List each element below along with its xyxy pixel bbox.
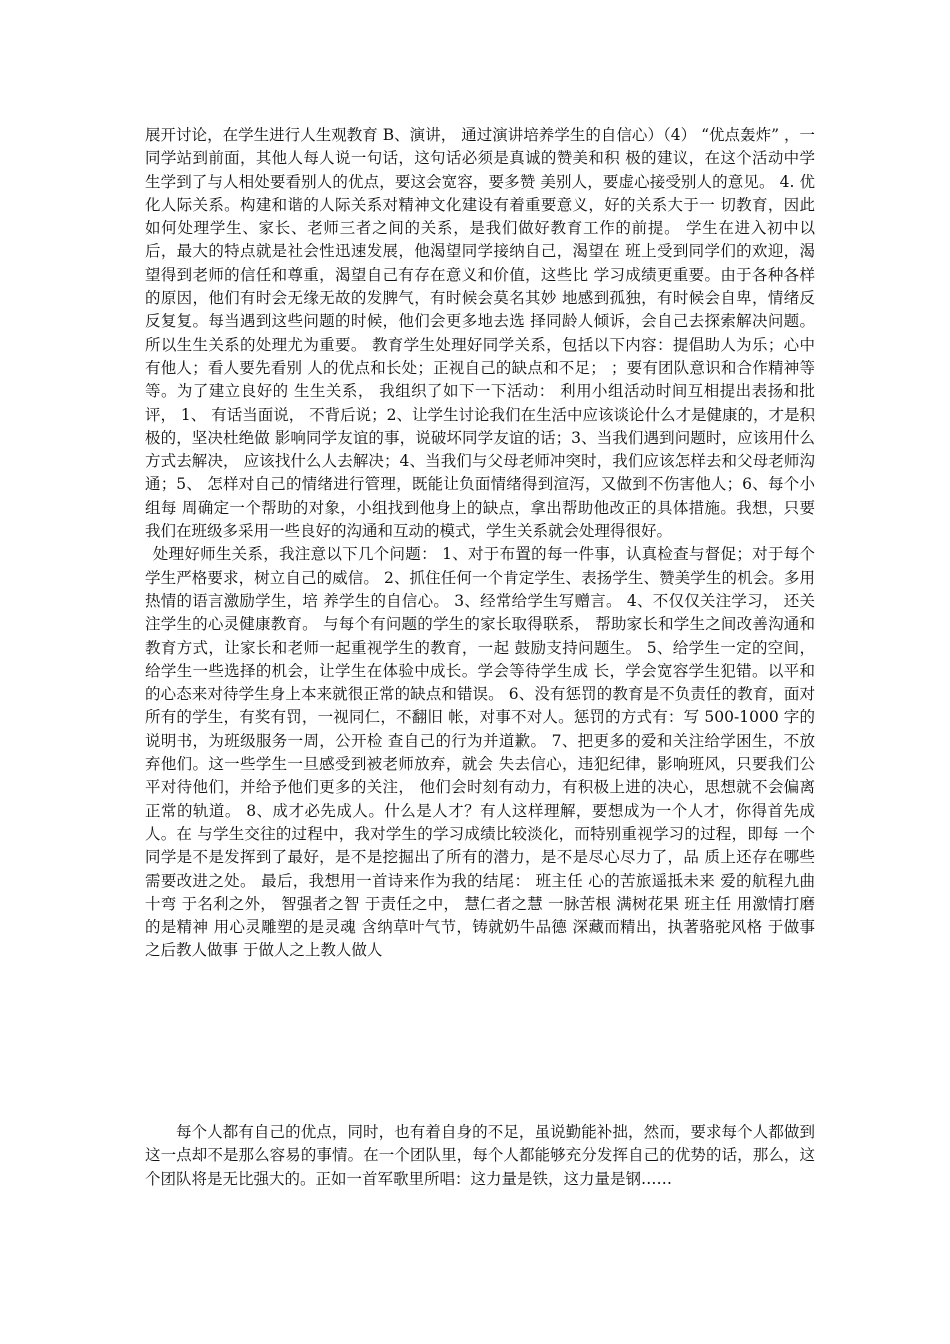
- paragraph-interpersonal-relations: 展开讨论，在学生进行人生观教育 B、演讲， 通过演讲培养学生的自信心）（4） “优点轰炸” ，一同学站到前面，其他人每人说一句话，这句话必须是真诚的赞美和积 极的建议，在这个活动中学生学到了与人相处要看别人的优点，要这会宽容，要多赞 美别人，要虚心接受别人的意见。 4. 优化人际关系。构建和谐的人际关系对精神文化建设有着重要意义，好的关系大于一 切教育，因此如何处理学生、家长、老师三者之间的关系，是我们做好教育工作的前提。 学生在进入初中以后，最大的特点就是社会性迅速发展，他渴望同学接纳自己，渴望在 班上受到同学们的欢迎，渴望得到老师的信任和尊重，渴望自己有存在意义和价值，这些比 学习成绩更重要。由于各种各样的原因，他们有时会无缘无故的发脾气，有时候会莫名其妙 地感到孤独，有时候会自卑，情绪反反复复。每当遇到这些问题的时候，他们会更多地去选 择同龄人倾诉，会自己去探索解决问题。所以生生关系的处理尤为重要。 教育学生处理好同学关系，包括以下内容：提倡助人为乐；心中有他人；看人要先看别 人的优点和长处；正视自己的缺点和不足； ；要有团队意识和合作精神等等。为了建立良好的 生生关系， 我组织了如下一下活动： 利用小组活动时间互相提出表扬和批评， 1、 有话当面说， 不背后说；2、让学生讨论我们在生活中应该谈论什么才是健康的，才是积极的，坚决杜绝做 影响同学友谊的事，说破坏同学友谊的话；3、当我们遇到问题时，应该用什么方式去解决， 应该找什么人去解决；4、当我们与父母老师冲突时，我们应该怎样去和父母老师沟通；5、 怎样对自己的情绪进行管理，既能让负面情绪得到渲泻，又做到不伤害他人；6、每个小组每 周确定一个帮助的对象，小组找到他身上的缺点，拿出帮助他改正的具体措施。我想，只要 我们在班级多采用一些良好的沟通和互动的模式，学生关系就会处理得很好。: [145, 126, 816, 541]
- main-text-body: [145, 124, 815, 963]
- footer-text-body: [145, 1121, 815, 1191]
- paragraph-team-strengths: 每个人都有自己的优点，同时，也有着自身的不足，虽说勤能补拙，然而，要求每个人都做到这一点却不是那么容易的事情。在一个团队里，每个人都能够充分发挥自己的优势的话，那么，这个团队将是无比强大的。正如一首军歌里所唱：这力量是铁，这力量是钢……: [145, 1123, 815, 1188]
- paragraph-teacher-student-relations: 处理好师生关系，我注意以下几个问题： 1、对于布置的每一件事，认真检查与督促；对于每个学生严格要求，树立自己的威信。 2、抓住任何一个肯定学生、表扬学生、赞美学生的机会。多用热情的语言激励学生，培 养学生的自信心。 3、经常给学生写赠言。 4、不仅仅关注学习， 还关注学生的心灵健康教育。 与每个有问题的学生的家长取得联系， 帮助家长和学生之间改善沟通和教育方式，让家长和老师一起重视学生的教育，一起 鼓励支持问题生。 5、给学生一定的空间，给学生一些选择的机会，让学生在体验中成长。学会等待学生成 长，学会宽容学生犯错。以平和的心态来对待学生身上本来就很正常的缺点和错误。 6、没有惩罚的教育是不负责任的教育，面对所有的学生，有奖有罚，一视同仁，不翻旧 帐，对事不对人。惩罚的方式有：写 500-1000 字的说明书，为班级服务一周，公开检 查自己的行为并道歉。 7、把更多的爱和关注给学困生，不放弃他们。这一些学生一旦感受到被老师放弃，就会 失去信心，违犯纪律，影响班风，只要我们公平对待他们，并给予他们更多的关注， 他们会时刻有动力，有积极上进的决心，思想就不会偏离正常的轨道。 8、成才必先成人。什么是人才？有人这样理解，要想成为一个人才，你得首先成人。在 与学生交往的过程中，我对学生的学习成绩比较淡化，而特别重视学习的过程，即每 一个同学是不是发挥到了最好，是不是挖掘出了所有的潜力，是不是尽心尽力了，品 质上还存在哪些需要改进之处。 最后，我想用一首诗来作为我的结尾： 班主任 心的苦旅遥抵未来 爱的航程九曲十弯 于名利之外， 智强者之智 于责任之中， 慧仁者之慧 一脉苦根 满树花果 班主任 用激情打磨的是精神 用心灵雕塑的是灵魂 含纳草叶气节，铸就奶牛品德 深藏而精出，执著骆驼风格 于做事之后教人做事 于做人之上教人做人: [145, 545, 815, 960]
